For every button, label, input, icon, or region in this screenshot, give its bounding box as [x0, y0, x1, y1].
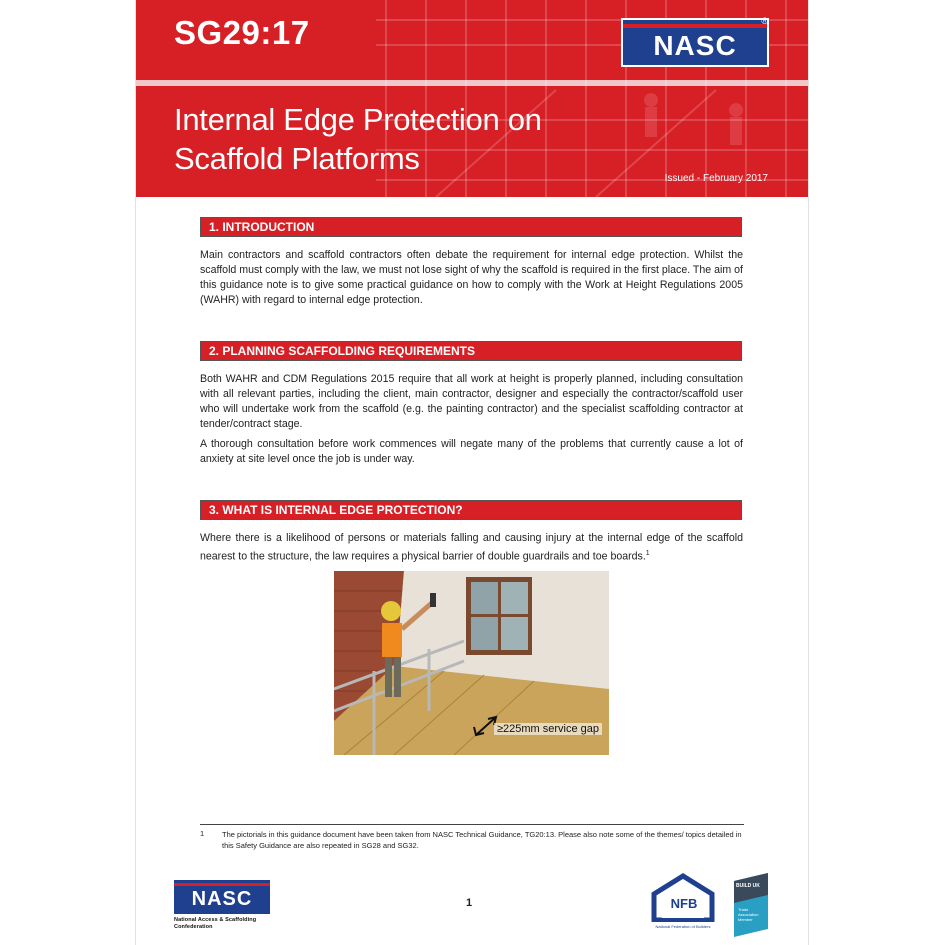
- title-line-1: Internal Edge Protection on: [174, 102, 542, 137]
- issue-date: Issued - February 2017: [664, 173, 768, 184]
- nasc-sub-line-1: National Access & Scaffolding: [174, 917, 257, 923]
- build-uk-logo: [734, 873, 768, 937]
- build-uk-sub-3: Member: [738, 917, 753, 922]
- service-gap-label: ≥225mm service gap: [494, 723, 602, 735]
- build-uk-logo-text: BUILD UK: [736, 883, 760, 889]
- build-uk-sub-1: Trade: [738, 907, 749, 912]
- document-page: [136, 0, 808, 945]
- section-heading-edge-protection: 3. WHAT IS INTERNAL EDGE PROTECTION?: [200, 500, 742, 520]
- logo-stripe: [174, 883, 270, 886]
- footnote-text: The pictorials in this guidance document have been taken from NASC Technical Guidance, TG20:13. Please also note some of the themes/ topics detailed in this Safety Guidance are also repeated in SG28 and SG32.: [222, 830, 742, 850]
- section-heading-planning: 2. PLANNING SCAFFOLDING REQUIREMENTS: [200, 341, 742, 361]
- nasc-sub-line-2: Confederation: [174, 924, 213, 930]
- logo-stripe: [623, 24, 767, 28]
- nasc-footer-subtitle: [174, 917, 270, 931]
- registered-mark: ®: [761, 16, 768, 26]
- nasc-footer-logo: [174, 880, 270, 931]
- page-number: 1: [466, 897, 473, 909]
- nasc-logo-text: NASC: [653, 29, 737, 61]
- introduction-paragraph: Main contractors and scaffold contractors often debate the requirement for internal edge protection. Whilst the scaffold must comply with the law, we must not lose sight of why the scaffold is required in the first place. The aim of this guidance note is to give some practical guidance on how to comply with the Work at Height Regulations 2005 (WAHR) with regard to internal edge protection.: [200, 249, 743, 306]
- document-title: [174, 100, 654, 178]
- nasc-logo: [621, 18, 769, 67]
- footnote-reference: 1: [645, 550, 650, 557]
- header-light-band: [136, 80, 808, 86]
- nfb-logo-subtitle: National Federation of Builders: [655, 924, 711, 929]
- scaffold-worker-photo: [334, 571, 609, 755]
- nfb-logo: [650, 872, 716, 934]
- title-line-2: Scaffold Platforms: [174, 141, 420, 176]
- edge-protection-paragraph: [200, 531, 743, 565]
- header-banner: [136, 0, 808, 197]
- planning-paragraph-1: Both WAHR and CDM Regulations 2015 require that all work at height is properly planned, including consultation with all relevant parties, including the client, main contractor, designer and especially the contractor/scaffold user who will undertake work from the scaffold (e.g. the painting contractor) and the specialist scaffolding contractor at tender/contract stage.: [200, 373, 743, 430]
- nfb-logo-text: NFB: [670, 896, 698, 911]
- footnote-divider: [200, 824, 744, 825]
- document-code: SG29:17: [174, 14, 310, 51]
- build-uk-sub-2: Association: [738, 912, 759, 917]
- footnote-number: 1: [200, 829, 205, 838]
- planning-paragraph-2: A thorough consultation before work commences will negate many of the problems that currently cause a lot of anxiety at site level once the job is under way.: [200, 438, 743, 465]
- edge-protection-text: Where there is a likelihood of persons or materials falling and causing injury at the internal edge of the scaffold nearest to the structure, the law requires a physical barrier of double guardrails and toe boards.: [200, 532, 743, 563]
- nasc-footer-logo-box: [174, 880, 270, 914]
- build-uk-subtitle: [738, 907, 758, 922]
- nasc-footer-logo-text: NASC: [191, 887, 253, 910]
- section-heading-introduction: 1. INTRODUCTION: [200, 217, 742, 237]
